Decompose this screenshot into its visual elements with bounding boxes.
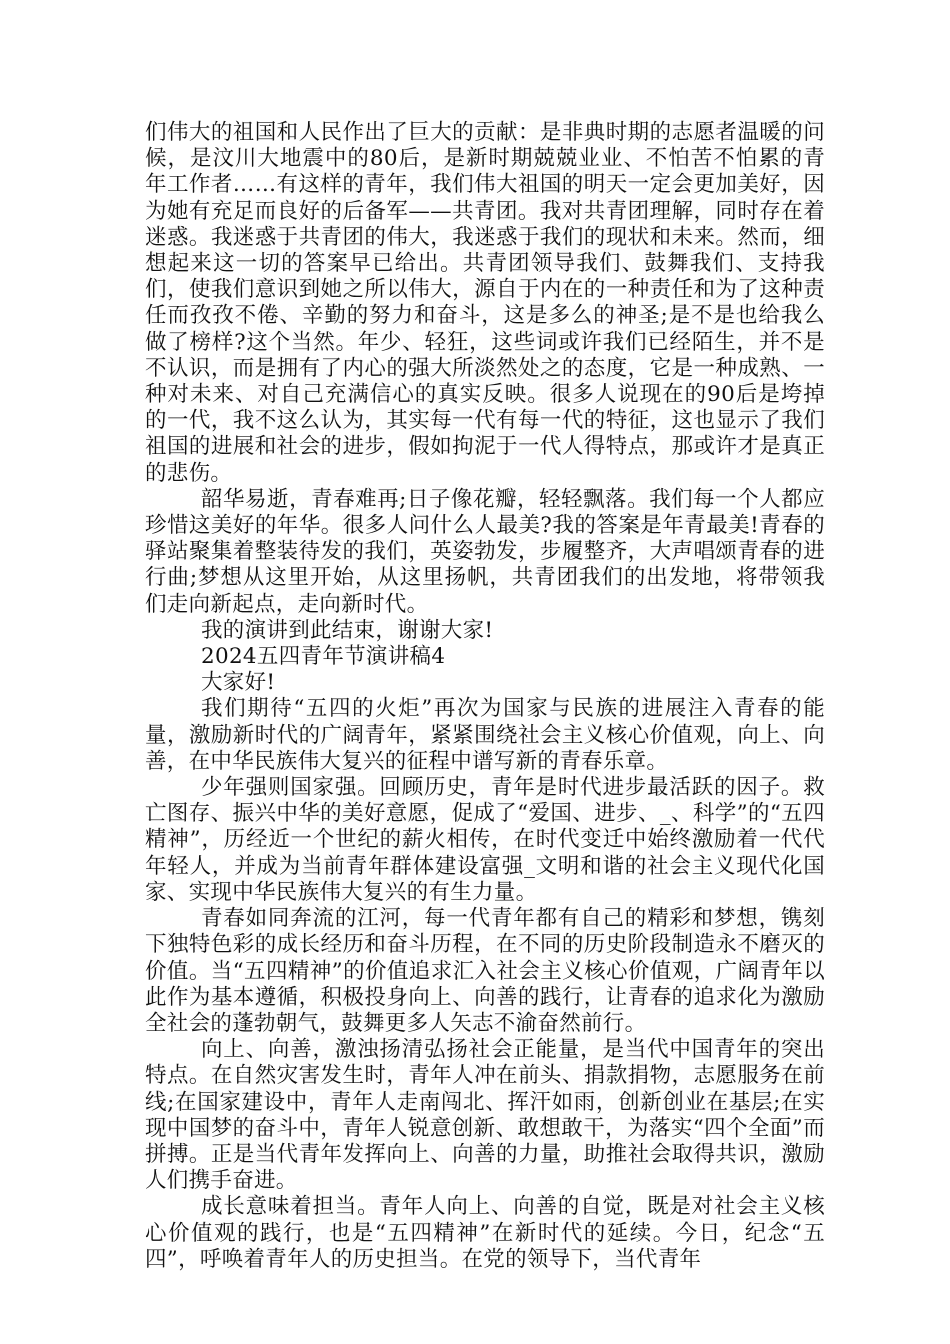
paragraph-upward: 向上、向善，激浊扬清弘扬社会正能量，是当代中国青年的突出特点。在自然灾害发生时，青年人冲在前头、捐款捐物，志愿服务在前线;在国家建设中，青年人走南闯北、挥汗如雨，创新创业在基层;在实现中国梦的奋斗中，青年人锐意创新、敢想敢干，为落实“四个全面”而拼搏。正是当代青年发挥向上、向善的力量，助推社会取得共识，激励人们携手奋进。 [145, 1037, 825, 1194]
speech-title: 2024五四青年节演讲稿4 [201, 644, 446, 670]
paragraph-greeting: 大家好! [201, 670, 276, 696]
paragraph-closing: 我的演讲到此结束，谢谢大家! [201, 617, 494, 643]
paragraph-growth: 成长意味着担当。青年人向上、向善的自觉，既是对社会主义核心价值观的践行，也是“五四精神”在新时代的延续。今日，纪念“五四”，呼唤着青年人的历史担当。在党的领导下，当代青年 [145, 1194, 825, 1272]
paragraph-river: 青春如同奔流的江河，每一代青年都有自己的精彩和梦想，镌刻下独特色彩的成长经历和奋斗历程，在不同的历史阶段制造永不磨灭的价值。当“五四精神”的价值追求汇入社会主义核心价值观，广阔青年以此作为基本遵循，积极投身向上、向善的践行，让青春的追求化为激励全社会的蓬勃朝气，鼓舞更多人矢志不渝奋然前行。 [145, 906, 825, 1036]
paragraph-youth: 韶华易逝，青春难再;日子像花瓣，轻轻飘落。我们每一个人都应珍惜这美好的年华。很多人问什么人最美?我的答案是年青最美!青春的驿站聚集着整装待发的我们，英姿勃发，步履整齐，大声唱颂青春的进行曲;梦想从这里开始，从这里扬帆，共青团我们的出发地，将带领我们走向新起点，走向新时代。 [145, 486, 825, 617]
paragraph-strong-youth: 少年强则国家强。回顾历史，青年是时代进步最活跃的因子。救亡图存、振兴中华的美好意愿，促成了“爱国、进步、_、科学”的“五四精神”，历经近一个世纪的薪火相传，在时代变迁中始终激励着一代代年轻人，并成为当前青年群体建设富强_文明和谐的社会主义现代化国家、实现中华民族伟大复兴的有生力量。 [145, 775, 825, 905]
document-body [145, 120, 825, 1273]
paragraph-continuation: 们伟大的祖国和人民作出了巨大的贡献：是非典时期的志愿者温暖的问候，是汶川大地震中的80后，是新时期兢兢业业、不怕苦不怕累的青年工作者……有这样的青年，我们伟大祖国的明天一定会更加美好，因为她有充足而良好的后备军——共青团。我对共青团理解，同时存在着迷惑。我迷惑于共青团的伟大，我迷惑于我们的现状和未来。然而，细想起来这一切的答案早已给出。共青团领导我们、鼓舞我们、支持我们，使我们意识到她之所以伟大，源自于内在的一种责任和为了这种责任而孜孜不倦、辛勤的努力和奋斗，这是多么的神圣;是不是也给我么做了榜样?这个当然。年少、轻狂，这些词或许我们已经陌生，并不是不认识，而是拥有了内心的强大所淡然处之的态度，它是一种成熟、一种对未来、对自己充满信心的真实反映。很多人说现在的90后是垮掉的一代，我不这么认为，其实每一代有每一代的特征，这也显示了我们祖国的进展和社会的进步，假如拘泥于一代人得特点，那或许才是真正的悲伤。 [145, 120, 825, 486]
paragraph-torch: 我们期待“五四的火炬”再次为国家与民族的进展注入青春的能量，激励新时代的广阔青年，紧紧围绕社会主义核心价值观，向上、向善，在中华民族伟大复兴的征程中谱写新的青春乐章。 [145, 696, 825, 774]
